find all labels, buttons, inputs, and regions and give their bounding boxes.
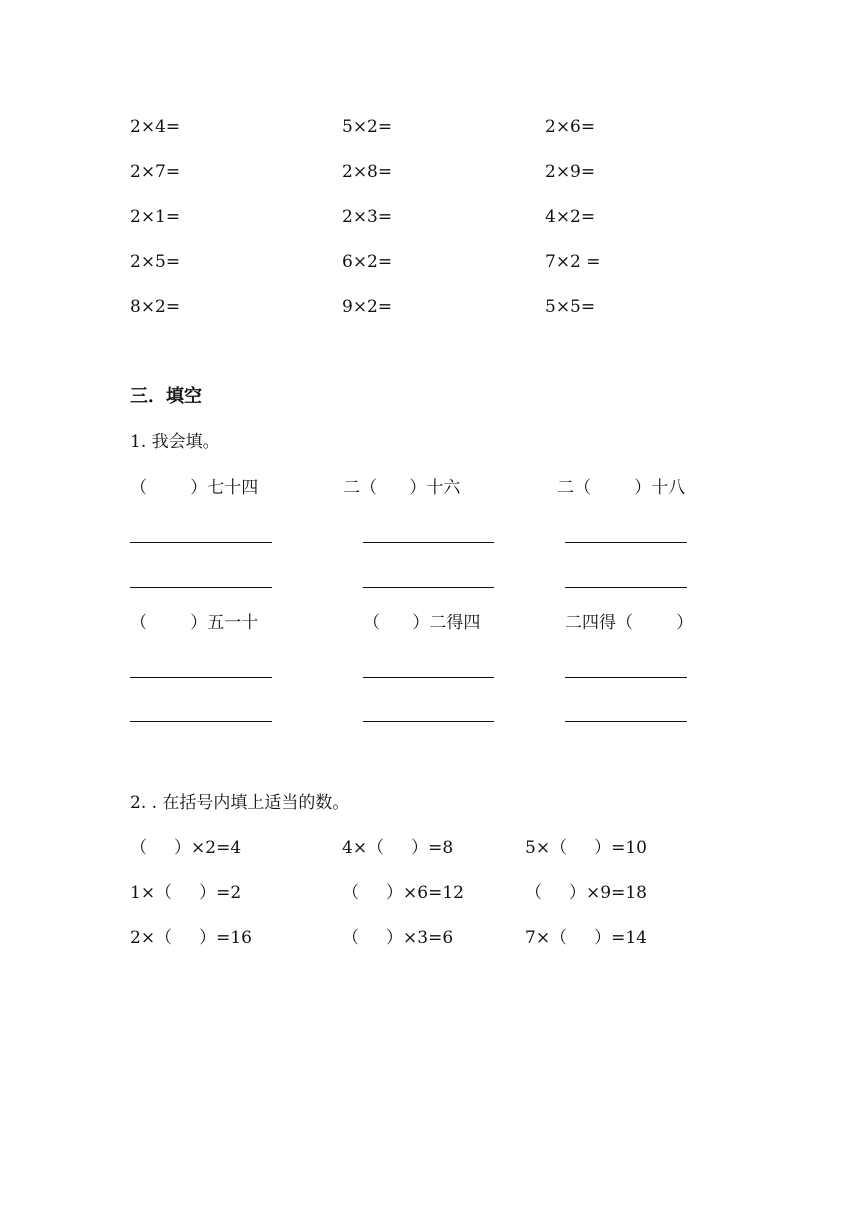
equation-item: 5×（ ）=10 <box>525 838 647 858</box>
fill-in-item: （ ）七十四 <box>130 478 259 498</box>
grid-item: 2×1= <box>130 207 181 227</box>
grid-item: 6×2= <box>342 252 393 272</box>
fill-in-item: 二四得（ ） <box>565 613 694 633</box>
answer-line[interactable] <box>130 721 272 722</box>
grid-item: 2×9= <box>545 162 596 182</box>
grid-item: 7×2 = <box>545 252 601 272</box>
grid-item: 4×2= <box>545 207 596 227</box>
answer-line[interactable] <box>565 721 687 722</box>
grid-item: 9×2= <box>342 297 393 317</box>
grid-item: 2×5= <box>130 252 181 272</box>
answer-line[interactable] <box>363 721 494 722</box>
grid-item: 2×3= <box>342 207 393 227</box>
equation-item: 1×（ ）=2 <box>130 883 242 903</box>
answer-line[interactable] <box>565 677 687 678</box>
equation-item: 7×（ ）=14 <box>525 928 647 948</box>
grid-item: 2×7= <box>130 162 181 182</box>
fill-in-item: 二（ ）十六 <box>343 478 461 498</box>
answer-line[interactable] <box>363 587 494 588</box>
fill-in-item: 二（ ）十八 <box>557 478 686 498</box>
equation-item: （ ）×2=4 <box>130 838 242 858</box>
answer-line[interactable] <box>565 542 687 543</box>
grid-item: 2×4= <box>130 117 181 137</box>
equation-item: 4×（ ）=8 <box>342 838 454 858</box>
grid-item: 5×2= <box>342 117 393 137</box>
equation-item: （ ）×6=12 <box>342 883 464 903</box>
equation-item: （ ）×9=18 <box>525 883 647 903</box>
answer-line[interactable] <box>363 677 494 678</box>
answer-line[interactable] <box>565 587 687 588</box>
answer-line[interactable] <box>130 587 272 588</box>
equation-item: （ ）×3=6 <box>342 928 454 948</box>
grid-item: 2×6= <box>545 117 596 137</box>
question-label: 1. 我会填。 <box>130 432 220 452</box>
answer-line[interactable] <box>130 542 272 543</box>
section-title: 三．填空 <box>130 386 202 407</box>
grid-item: 2×8= <box>342 162 393 182</box>
fill-in-item: （ ）五一十 <box>130 613 259 633</box>
fill-in-item: （ ）二得四 <box>363 613 481 633</box>
answer-line[interactable] <box>363 542 494 543</box>
grid-item: 5×5= <box>545 297 596 317</box>
grid-item: 8×2= <box>130 297 181 317</box>
answer-line[interactable] <box>130 677 272 678</box>
question-label: 2. . 在括号内填上适当的数。 <box>130 793 350 813</box>
equation-item: 2×（ ）=16 <box>130 928 252 948</box>
